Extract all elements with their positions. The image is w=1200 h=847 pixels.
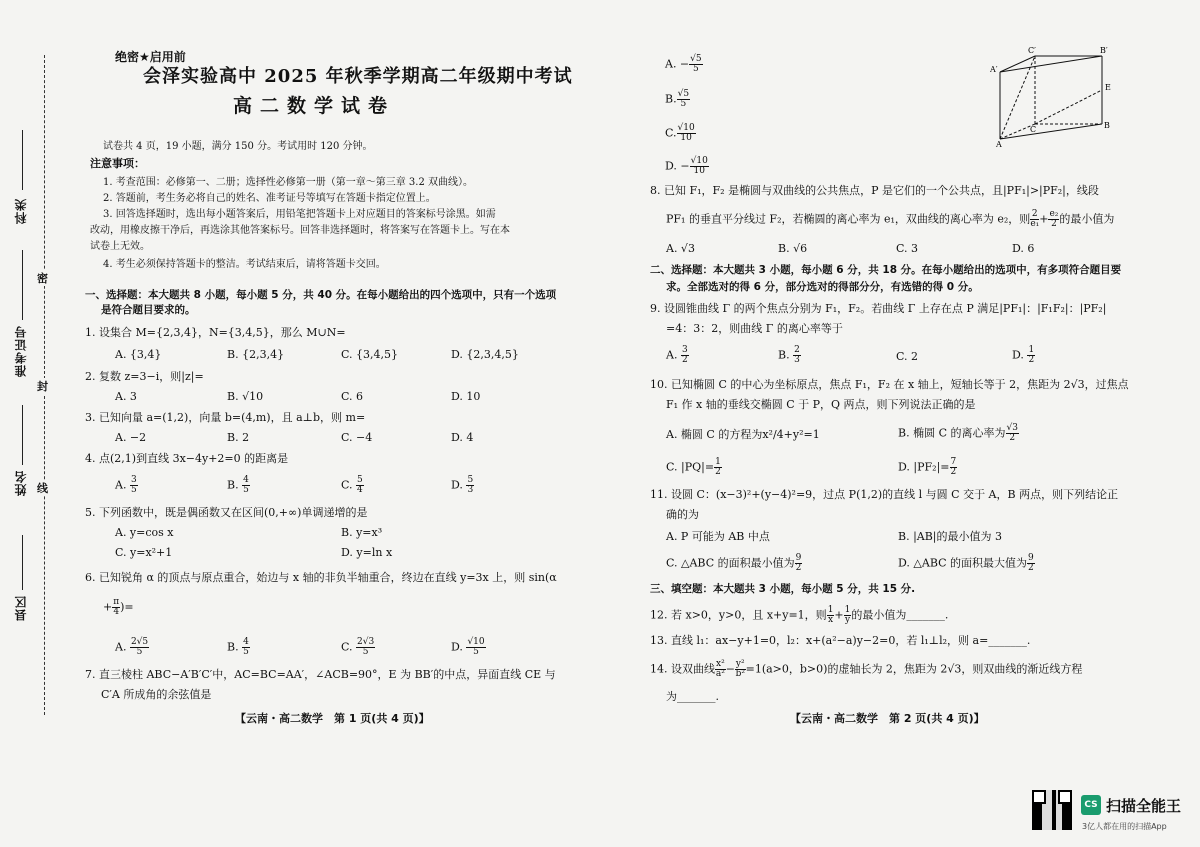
q2-option-a: A. 3	[115, 390, 137, 403]
notes-title: 注意事项：	[90, 157, 145, 170]
exam-no-label: 准考证号	[14, 325, 28, 377]
q7-stem-cont: C′A 所成角的余弦值是	[101, 688, 212, 701]
county-label: 县区	[14, 595, 28, 621]
note-line: 3. 回答选择题时，选出每小题答案后，用铅笔把答题卡上对应题目的答案标号涂黑。如需	[103, 209, 496, 220]
q5-option-a: A. y=cos x	[115, 526, 174, 539]
q5-stem: 5. 下列函数中，既是偶函数又在区间(0,+∞)单调递增的是	[85, 506, 368, 519]
q10-option-c: C. |PQ|= $\frac{1}{2}$	[666, 457, 721, 477]
q6-stem-cont: + $\frac{\pi}{4}$ )=	[103, 597, 134, 617]
q8-option-c: C. 3	[896, 242, 919, 255]
note-line: 1. 考查范围：必修第一、二册；选择性必修第一册（第一章～第三章 3.2 双曲线）。	[103, 177, 473, 188]
label-c: C	[1030, 125, 1037, 134]
q8-stem-cont: PF₁ 的垂直平分线过 F₂，若椭圆的离心率为 e₁，双曲线的离心率为 e₂，则 $\frac{2}{\text{e₁}}$ + $\frac{\text{e₂}}{2}$ 的最小值为	[666, 209, 1115, 229]
q1-option-d: D. {2,3,4,5}	[451, 348, 519, 361]
scanner-app-name: 扫描全能王	[1106, 797, 1182, 815]
q7-stem: 7. 直三棱柱 ABC−A′B′C′中，AC=BC=AA′，∠ACB=90°，E 为 BB′的中点，异面直线 CE 与	[85, 668, 556, 681]
seal-char: 封	[37, 380, 48, 393]
label-c1: C′	[1028, 46, 1036, 55]
q5-option-b: B. y=x³	[341, 526, 383, 539]
q4-option-c: C. $\frac{5}{4}$	[341, 475, 363, 495]
q7-option-d: D. − $\frac{√10}{10}$	[665, 156, 708, 176]
q6-option-b: B. $\frac{4}{5}$	[227, 637, 249, 657]
seal-char: 线	[37, 482, 48, 495]
q7-option-a: A. − $\frac{√5}{5}$	[665, 54, 702, 74]
q5-option-c: C. y=x²+1	[115, 546, 173, 559]
q4-stem: 4. 点(2,1)到直线 3x−4y+2=0 的距离是	[85, 452, 289, 465]
label-b: B	[1104, 121, 1110, 130]
q10-option-a: A. 椭圆 C 的方程为x²/4+y²=1	[666, 428, 820, 441]
secret-mark: 绝密★启用前	[115, 50, 186, 64]
q9-option-b: B. $\frac{2}{3}$	[778, 345, 800, 365]
section-2-heading: 二、选择题：本大题共 3 小题，每小题 6 分，共 18 分。在每小题给出的选项中，有多项符合题目要	[650, 264, 1122, 276]
q9-option-a: A. $\frac{3}{2}$	[666, 345, 688, 365]
q7-option-b: B. $\frac{√5}{5}$	[665, 89, 690, 109]
note-line: 2. 答题前，考生务必将自己的姓名、准考证号等填写在答题卡指定位置上。	[103, 193, 436, 204]
q8-stem: 8. 已知 F₁，F₂ 是椭圆与双曲线的公共焦点，P 是它们的一个公共点，且|PF₁|>|PF₂|，线段	[650, 184, 1099, 197]
q2-option-c: C. 6	[341, 390, 364, 403]
q1-stem: 1. 设集合 M={2,3,4}，N={3,4,5}，那么 M∪N=	[85, 326, 346, 339]
q6-stem: 6. 已知锐角 α 的顶点与原点重合，始边与 x 轴的非负半轴重合，终边在直线 y=3x 上，则 sin(α	[85, 571, 557, 584]
q10-stem-cont: F₁ 作 x 轴的垂线交椭圆 C 于 P，Q 两点，则下列说法正确的是	[666, 398, 976, 411]
q9-option-d: D. $\frac{1}{2}$	[1012, 345, 1035, 365]
note-line: 4. 考生必须保持答题卡的整洁。考试结束后，请将答题卡交回。	[103, 259, 386, 270]
label-a1: A′	[990, 65, 998, 74]
q8-option-a: A. √3	[666, 242, 695, 255]
seal-char: 密	[37, 272, 48, 285]
q11-option-d: D. △ABC 的面积最大值为 $\frac{9}{2}$	[898, 553, 1034, 573]
q10-stem: 10. 已知椭圆 C 的中心为坐标原点，焦点 F₁，F₂ 在 x 轴上，短轴长等于 2，焦距为 2√3，过焦点	[650, 378, 1129, 391]
q5-option-d: D. y=ln x	[341, 546, 393, 559]
q14-stem-cont: 为_______.	[666, 690, 719, 703]
section-1-heading: 一、选择题：本大题共 8 小题，每小题 5 分，共 40 分。在每小题给出的四个选项中，只有一个选项	[85, 289, 557, 301]
name-blank	[22, 405, 23, 465]
q11-option-a: A. P 可能为 AB 中点	[666, 530, 770, 543]
q4-option-a: A. $\frac{3}{5}$	[115, 475, 137, 495]
exam-no-blank	[22, 250, 23, 320]
q9-option-c: C. 2	[896, 350, 919, 363]
q3-option-b: B. 2	[227, 431, 250, 444]
q7-option-c: C. $\frac{√10}{10}$	[665, 123, 695, 143]
q3-option-a: A. −2	[115, 431, 147, 444]
county-blank	[22, 535, 23, 590]
q14-stem: 14. 设双曲线 $\frac{\text{x²}}{\text{a²}}$ − $\frac{\text{y²}}{\text{b²}}$ =1(a>0，b>0)的虚轴长为 2，焦距为 2√3，则双曲线的渐近线方程	[650, 659, 1083, 679]
q9-stem-cont: =4：3：2，则曲线 Γ 的离心率等于	[666, 322, 843, 335]
note-line: 试卷上无效。	[90, 241, 150, 252]
page-2	[650, 0, 1150, 847]
q3-option-d: D. 4	[451, 431, 474, 444]
q11-option-b: B. |AB|的最小值为 3	[898, 530, 1003, 543]
page-footer: 【云南・高二数学 第 1 页(共 4 页)】	[235, 712, 430, 725]
q8-option-d: D. 6	[1012, 242, 1035, 255]
paper-title: 高二数学试卷	[233, 95, 396, 117]
label-e: E	[1105, 83, 1111, 92]
q1-option-b: B. {2,3,4}	[227, 348, 285, 361]
name-label: 姓名	[14, 470, 28, 496]
q4-option-d: D. $\frac{5}{3}$	[451, 475, 474, 495]
q3-option-c: C. −4	[341, 431, 373, 444]
q9-stem: 9. 设圆锥曲线 Γ 的两个焦点分别为 F₁，F₂。若曲线 Γ 上存在点 P 满足|PF₁|：|F₁F₂|：|PF₂|	[650, 302, 1107, 315]
section-2-heading-cont: 求。全部选对的得 6 分，部分选对的得部分分，有选错的得 0 分。	[666, 281, 979, 293]
qr-code-icon	[1032, 790, 1072, 830]
subject-blank	[22, 130, 23, 190]
note-line: 改动，用橡皮擦干净后，再选涂其他答案标号。回答非选择题时，将答案写在答题卡上。写在本	[90, 225, 510, 236]
q1-option-c: C. {3,4,5}	[341, 348, 399, 361]
label-a: A	[996, 140, 1002, 149]
q11-stem: 11. 设圆 C：(x−3)²+(y−4)²=9，过点 P(1,2)的直线 l 与圆 C 交于 A，B 两点，则下列结论正	[650, 488, 1119, 501]
q12-stem: 12. 若 x>0，y>0，且 x+y=1，则 $\frac{1}{x}$ + $\frac{1}{y}$ 的最小值为_______.	[650, 605, 949, 625]
scanner-tagline: 3亿人都在用的扫描App	[1082, 822, 1167, 831]
camscanner-logo-icon: CS	[1081, 795, 1101, 815]
q6-option-a: A. $\frac{2√5}{5}$	[115, 637, 149, 657]
binding-margin	[0, 0, 62, 847]
page-1	[85, 0, 573, 847]
section-1-heading-cont: 是符合题目要求的。	[101, 304, 196, 316]
q11-option-c: C. △ABC 的面积最小值为 $\frac{9}{2}$	[666, 553, 802, 573]
q1-option-a: A. {3,4}	[115, 348, 162, 361]
q13-stem: 13. 直线 l₁：ax−y+1=0，l₂：x+(a²−a)y−2=0，若 l₁⊥l₂，则 a=_______.	[650, 634, 1031, 647]
q10-option-d: D. |PF₂|= $\frac{7}{2}$	[898, 457, 957, 477]
q6-option-d: D. $\frac{√10}{5}$	[451, 637, 485, 657]
intro-line: 试卷共 4 页，19 小题，满分 150 分。考试用时 120 分钟。	[103, 141, 373, 152]
section-3-heading: 三、填空题：本大题共 3 小题，每小题 5 分，共 15 分.	[650, 583, 916, 595]
prism-figure	[990, 44, 1115, 149]
subject-label: 科类	[14, 198, 28, 224]
label-b1: B′	[1100, 46, 1108, 55]
q11-stem-cont: 确的为	[666, 508, 699, 521]
q8-option-b: B. √6	[778, 242, 808, 255]
q3-stem: 3. 已知向量 a=(1,2)，向量 b=(4,m)，且 a⊥b，则 m=	[85, 411, 366, 424]
q4-option-b: B. $\frac{4}{5}$	[227, 475, 249, 495]
q2-option-b: B. √10	[227, 390, 264, 403]
q2-option-d: D. 10	[451, 390, 481, 403]
q6-option-c: C. $\frac{2√3}{5}$	[341, 637, 375, 657]
school-title: 会泽实验高中 2025 年秋季学期高二年级期中考试	[143, 66, 573, 87]
q2-stem: 2. 复数 z=3−i，则|z|=	[85, 370, 204, 383]
page-footer: 【云南・高二数学 第 2 页(共 4 页)】	[790, 712, 985, 725]
q10-option-b: B. 椭圆 C 的离心率为 $\frac{√3}{2}$	[898, 423, 1018, 443]
